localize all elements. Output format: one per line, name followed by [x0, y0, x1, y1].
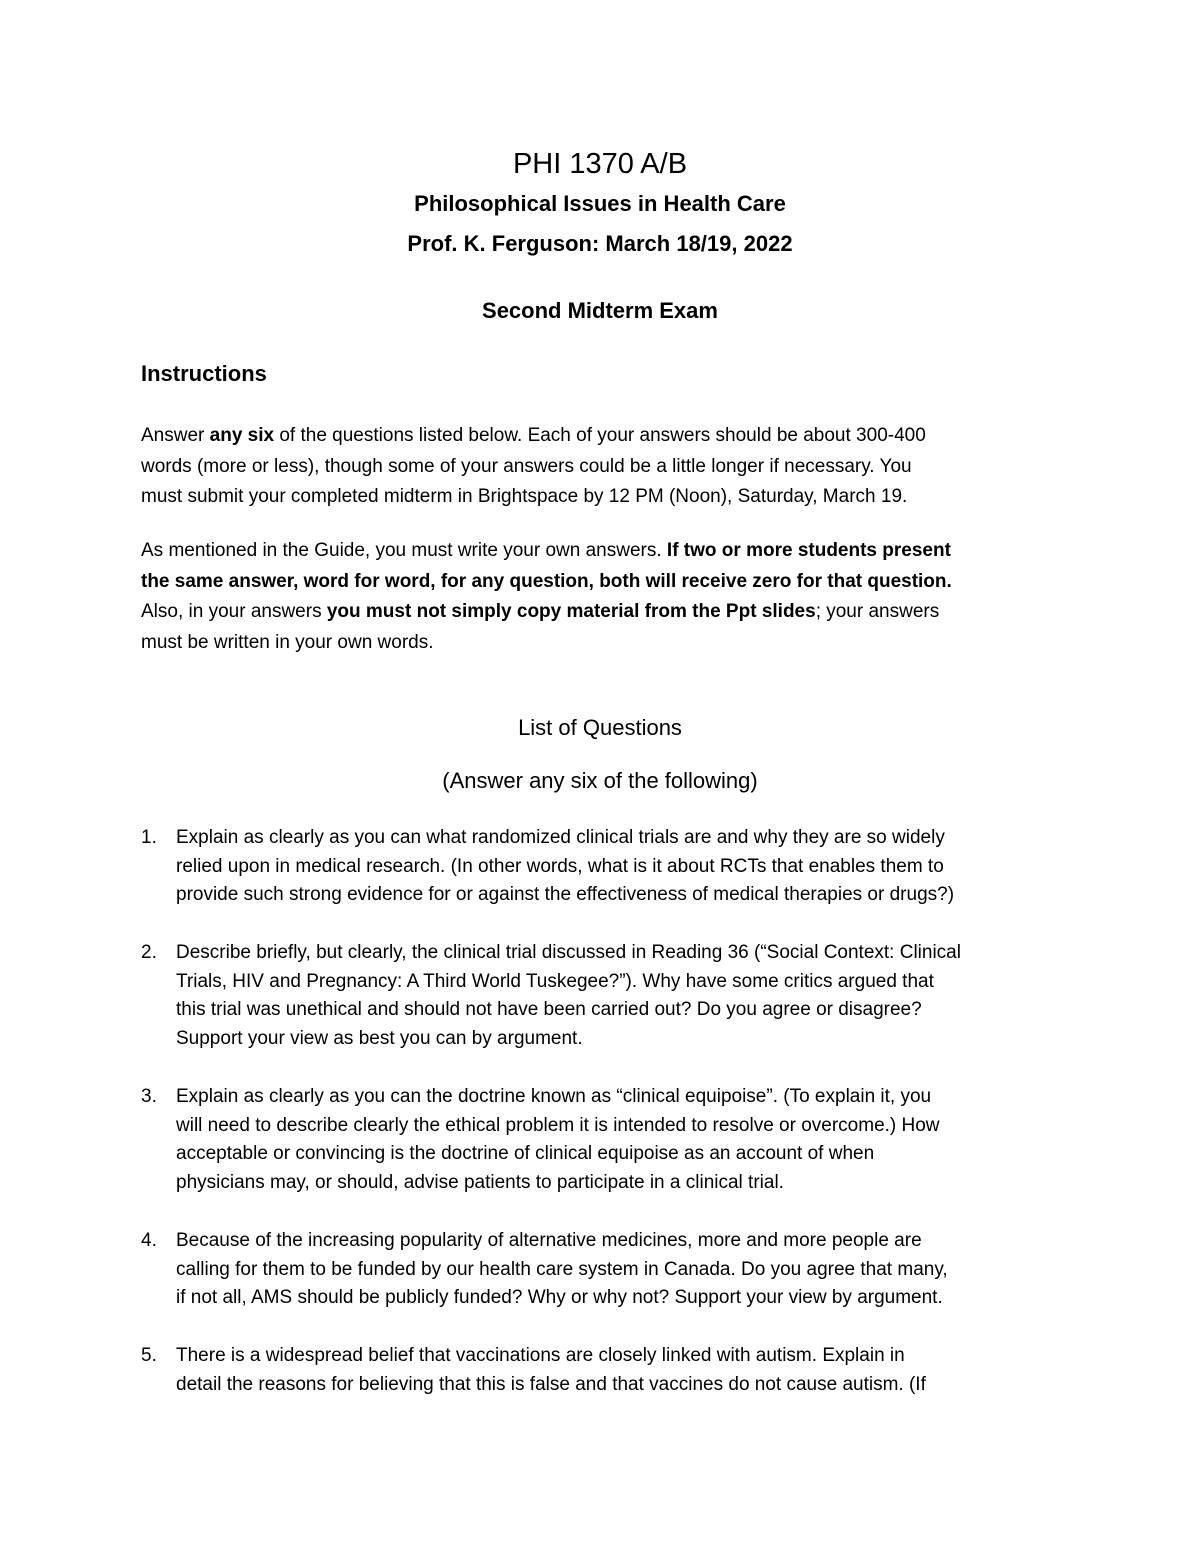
question-line: detail the reasons for believing that this is false and that vaccines do not cause autism. (If	[176, 1373, 926, 1395]
question-line: this trial was unethical and should not have been carried out? Do you agree or disagree?	[176, 999, 922, 1021]
question-line: provide such strong evidence for or against the effectiveness of medical therapies or drugs?)	[176, 884, 955, 906]
question-number: 2.	[141, 942, 157, 963]
instructions-paragraph-1	[141, 421, 1081, 513]
text-run: of the questions listed below. Each of your answers should be about 300-400	[274, 425, 926, 446]
question-number: 5.	[141, 1345, 157, 1366]
paragraph-line: words (more or less), though some of your answers could be a little longer if necessary. You	[141, 455, 912, 477]
bold-run: any six	[209, 425, 275, 446]
question-text	[176, 1342, 1081, 1399]
question-text	[176, 939, 1081, 1054]
paragraph-line	[141, 536, 1081, 567]
question-line: Because of the increasing popularity of alternative medicines, more and more people are	[176, 1230, 922, 1251]
professor-and-date: Prof. K. Ferguson: March 18/19, 2022	[407, 231, 793, 256]
question-line: will need to describe clearly the ethical problem it is intended to resolve or overcome.) How	[176, 1114, 940, 1136]
question-line: There is a widespread belief that vaccinations are closely linked with autism. Explain in	[176, 1345, 905, 1366]
paragraph-line: must be written in your own words.	[141, 631, 434, 653]
question-line: Trials, HIV and Pregnancy: A Third World Tuskegee?”). Why have some critics argued that	[176, 970, 934, 992]
question-text	[176, 824, 1081, 910]
paragraph-line	[141, 597, 1081, 628]
question-line: Describe briefly, but clearly, the clinical trial discussed in Reading 36 (“Social Context: Clinical	[176, 942, 961, 963]
question-line: relied upon in medical research. (In other words, what is it about RCTs that enables them to	[176, 855, 944, 877]
bold-run: If two or more students present	[666, 540, 951, 561]
paragraph-line	[141, 567, 1081, 598]
course-code: PHI 1370 A/B	[512, 148, 688, 180]
instructions-paragraph-2	[141, 536, 1081, 658]
exam-title: Second Midterm Exam	[482, 298, 718, 323]
question-line: Explain as clearly as you can the doctrine known as “clinical equipoise”. (To explain it, you	[176, 1086, 932, 1107]
question-line: if not all, AMS should be publicly funded? Why or why not? Support your view by argument.	[176, 1287, 943, 1309]
list-of-questions-title: List of Questions	[518, 715, 682, 740]
bold-run: the same answer, word for word, for any question, both will receive zero for that question.	[141, 570, 952, 592]
question-line: physicians may, or should, advise patients to participate in a clinical trial.	[176, 1172, 784, 1194]
question-text	[176, 1083, 1081, 1198]
instructions-heading: Instructions	[141, 361, 267, 386]
question-line: calling for them to be funded by our health care system in Canada. Do you agree that many,	[176, 1258, 948, 1280]
text-run: ; your answers	[815, 601, 940, 622]
question-text	[176, 1227, 1081, 1313]
course-title: Philosophical Issues in Health Care	[414, 191, 786, 216]
question-number: 1.	[141, 827, 157, 848]
question-line: acceptable or convincing is the doctrine of clinical equipoise as an account of when	[176, 1143, 875, 1165]
text-run: Answer	[141, 425, 210, 446]
paragraph-line	[141, 421, 1081, 452]
text-run: Also, in your answers	[141, 601, 327, 622]
question-line: Support your view as best you can by argument.	[176, 1028, 583, 1050]
list-of-questions-subtitle: (Answer any six of the following)	[442, 768, 758, 793]
text-run: As mentioned in the Guide, you must write your own answers.	[141, 540, 667, 561]
paragraph-line: must submit your completed midterm in Brightspace by 12 PM (Noon), Saturday, March 19.	[141, 486, 908, 507]
question-number: 3.	[141, 1086, 157, 1107]
bold-run: you must not simply copy material from the Ppt slides	[326, 601, 816, 622]
question-line: Explain as clearly as you can what randomized clinical trials are and why they are so widely	[176, 827, 945, 848]
question-number: 4.	[141, 1230, 157, 1251]
